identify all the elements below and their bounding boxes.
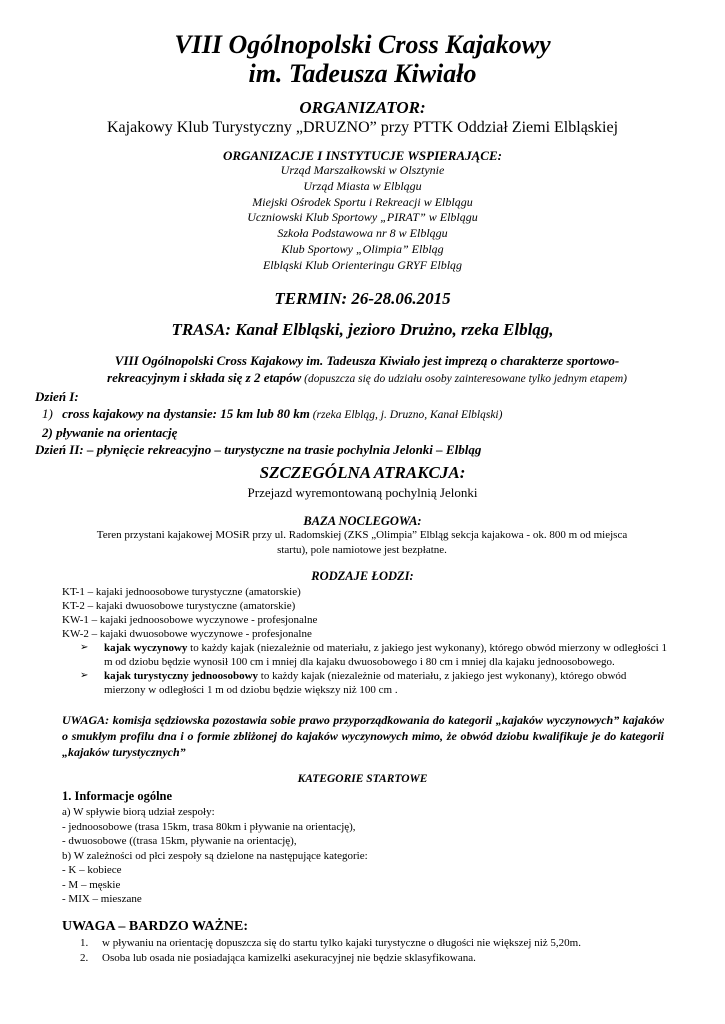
- supporter-item: Miejski Ośrodek Sportu i Rekreacji w Elblągu: [252, 194, 473, 209]
- supporter-item: Elbląski Klub Orienteringu GRYF Elbląg: [262, 257, 463, 272]
- boats-list: [62, 585, 672, 641]
- item-1-note: (rzeka Elbląg, j. Druzno, Kanał Elbląski): [309, 409, 503, 421]
- general-info-list: [62, 805, 672, 907]
- important-note-item: [80, 951, 680, 966]
- info-line: - jednoosobowe (trasa 15km, trasa 80km i pływanie na orientację),: [62, 820, 356, 833]
- info-line: - MIX – mieszane: [62, 893, 142, 905]
- info-line: b) W zależności od płci zespoły są dzielone na następujące kategorie:: [62, 849, 368, 862]
- intro-line-2-note: (dopuszcza się do udziału osoby zainteresowane tylko jednym etapem): [301, 373, 627, 385]
- item-number: 2.: [80, 952, 89, 964]
- definition-term: kajak wyczynowy: [104, 642, 188, 654]
- supporter-item: Klub Sportowy „Olimpia” Elbląg: [281, 241, 444, 256]
- item-number: 1.: [80, 937, 89, 949]
- boats-heading: RODZAJE ŁODZI:: [311, 569, 414, 583]
- intro-line-2-bold: rekreacyjnym i składa się z 2 etapów: [107, 370, 302, 385]
- lodging-heading: BAZA NOCLEGOWA:: [303, 514, 422, 528]
- supporter-item: Urząd Miasta w Elblągu: [303, 178, 422, 193]
- boat-type-item: KT-2 – kajaki dwuosobowe turystyczne (amatorskie): [62, 600, 296, 612]
- general-info-heading: 1. Informacje ogólne: [62, 789, 173, 803]
- page-title: [0, 30, 725, 88]
- intro-section: [35, 352, 672, 458]
- supporter-item: Urząd Marszałkowski w Olsztynie: [280, 163, 445, 177]
- definition-item: [80, 669, 670, 697]
- event-route: TRASA: Kanał Elbląski, jezioro Drużno, rzeka Elbląg,: [171, 320, 554, 339]
- definition-term: kajak turystyczny jednoosobowy: [104, 670, 259, 682]
- lodging-line-1: Teren przystani kajakowej MOSiR przy ul. Radomskiej (ZKS „Olimpia” Elbląg sekcja kajakowa - ok. 800 m od miejsca: [96, 529, 628, 541]
- info-line: a) W spływie biorą udział zespoły:: [62, 806, 215, 818]
- important-note-list: [80, 936, 680, 966]
- boat-type-item: KT-1 – kajaki jednoosobowe turystyczne (amatorskie): [62, 586, 301, 598]
- organizer-text: Kajakowy Klub Turystyczny „DRUZNO” przy PTTK Oddział Ziemi Elbląskiej: [106, 119, 619, 136]
- item-1-number: 1): [42, 406, 53, 421]
- intro-line-1: VIII Ogólnopolski Cross Kajakowy im. Tadeusza Kiwiało jest imprezą o charakterze sportowo-: [114, 353, 620, 368]
- important-note-item: [80, 936, 680, 951]
- item-text: w pływaniu na orientację dopuszcza się do startu tylko kajaki turystyczne o długości nie większej niż 5,20m.: [102, 937, 581, 949]
- supporters-heading: ORGANIZACJE I INSTYTUCJE WSPIERAJĄCE:: [223, 148, 502, 163]
- event-date: TERMIN: 26-28.06.2015: [274, 289, 451, 308]
- definition-item: [80, 641, 670, 669]
- info-line: - M – męskie: [62, 878, 121, 891]
- info-line: - K – kobiece: [62, 864, 122, 876]
- day-1-label: Dzień I:: [35, 389, 79, 404]
- day-1-item-1: [42, 405, 672, 424]
- title-line-1: VIII Ogólnopolski Cross Kajakowy: [174, 30, 551, 59]
- attraction-heading: SZCZEGÓLNA ATRAKCJA:: [259, 463, 466, 482]
- lodging-text: [62, 528, 662, 558]
- item-1-bold: cross kajakowy na dystansie: 15 km lub 80 km: [62, 406, 310, 421]
- arrow-bullet-icon: ➢: [80, 670, 89, 681]
- supporter-item: Uczniowski Klub Sportowy „PIRAT” w Elblągu: [247, 210, 478, 225]
- info-line: - dwuosobowe ((trasa 15km, pływanie na orientację),: [62, 835, 297, 847]
- title-line-2: im. Tadeusza Kiwiało: [248, 59, 477, 88]
- important-note-heading: UWAGA – BARDZO WAŻNE:: [62, 919, 249, 934]
- definition-text: to każdy kajak (niezależnie od materiału, z jakiego jest wykonany), którego obwód mierzony w odległości 1 m od dziobu będzie większy niż 100 cm .: [104, 670, 627, 696]
- categories-heading: KATEGORIE STARTOWE: [297, 773, 428, 785]
- lodging-line-2: startu), pole namiotowe jest bezpłatne.: [277, 544, 447, 556]
- attraction-text: Przejazd wyremontowaną pochylnią Jelonki: [247, 485, 478, 500]
- supporters-list: [0, 163, 725, 274]
- boat-definitions: [80, 641, 670, 697]
- day-1-item-2: 2) pływanie na orientację: [42, 425, 178, 440]
- judges-note: UWAGA: komisja sędziowska pozostawia sobie prawo przyporządkowania do kategorii „kajaków wyczynowych” kajaków o smukłym profilu dna i o formie zbliżonej do kajaków wyczynowych mimo, że obwód dziobu kwalifikuje je do kategorii „kajaków turystycznych”: [62, 713, 664, 759]
- boat-type-item: KW-2 – kajaki dwuosobowe wyczynowe - profesjonalne: [62, 628, 312, 640]
- arrow-bullet-icon: ➢: [80, 642, 89, 653]
- organizer-heading: ORGANIZATOR:: [299, 98, 426, 117]
- day-2-text: Dzień II: – płynięcie rekreacyjno – turystyczne na trasie pochylnia Jelonki – Elbląg: [35, 442, 482, 457]
- supporter-item: Szkoła Podstawowa nr 8 w Elblągu: [277, 226, 448, 241]
- definition-text: to każdy kajak (niezależnie od materiału, z jakiego jest wykonany), którego obwód mierzony w odległości 1 m od dziobu będzie wynosił 100 cm i mniej dla kajaku dwuosobowego i 80 cm i mniej dla kajaku jednoosobowego.: [104, 642, 667, 668]
- boat-type-item: KW-1 – kajaki jednoosobowe wyczynowe - profesjonalne: [62, 614, 318, 626]
- intro-line-2: [62, 369, 672, 388]
- item-text: Osoba lub osada nie posiadająca kamizelki asekuracyjnej nie będzie sklasyfikowana.: [102, 952, 476, 964]
